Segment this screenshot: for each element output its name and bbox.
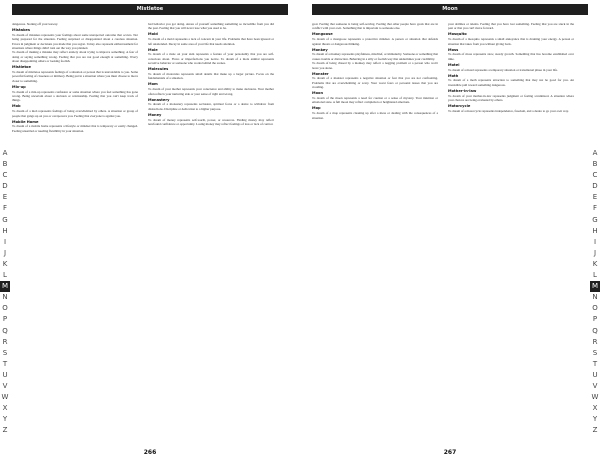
alphabet-tab-n: N bbox=[2, 293, 8, 302]
alphabet-tab-t: T bbox=[592, 359, 598, 368]
alphabet-tab-s: S bbox=[2, 348, 8, 357]
entry-heading: Molecules bbox=[148, 67, 169, 72]
body-paragraph: To dream of mistletoe represents feelings of a situation or person that is unavoidable to you. Some powerful feeling of closeness or intimacy. Being put in a situation where you must choose to move closer to something. bbox=[12, 70, 138, 83]
alphabet-tab-l: L bbox=[593, 271, 597, 280]
alphabet-tab-o: O bbox=[2, 304, 8, 313]
alphabet-tab-f: F bbox=[2, 204, 8, 213]
body-paragraph: To dream of a monkey represents playfulness, mischief, or immaturity. Someone or something that causes trouble or distraction. Behaving in a silly or foolish way that undermines your credibility. bbox=[312, 52, 438, 61]
right-column-2 bbox=[448, 22, 574, 434]
alphabet-tab-d: D bbox=[592, 182, 598, 191]
body-paragraph: To dream of a mix-up represents confusion or some situation where you feel something has gone wrong. Being uncertain about a decision or relationship. Feeling that you can't keep track of things. bbox=[12, 89, 138, 103]
page-number-left: 266 bbox=[143, 449, 157, 456]
entry-heading: Money bbox=[148, 112, 162, 117]
alphabet-tab-x: X bbox=[592, 404, 598, 413]
entry-heading: Mom bbox=[148, 82, 158, 87]
alphabet-tab-b: B bbox=[592, 160, 598, 169]
body-paragraph: To dream of molecules represents small details that make up a larger picture. Focus on the fundamentals of a situation. bbox=[148, 71, 274, 81]
alphabet-tab-z: Z bbox=[592, 426, 598, 435]
body-paragraph: To dream of your mother-in-law represents judgment or feeling scrutinized. A situation where your choices are being evaluated by others. bbox=[448, 93, 574, 102]
alphabet-tab-d: D bbox=[2, 182, 8, 191]
body-paragraph: To dream of a mobile home represents a lifestyle or mindset that is temporary or easily changed. Feeling unsettled or needing flexibility in your situation. bbox=[12, 124, 138, 133]
alphabet-tab-l: L bbox=[3, 271, 7, 280]
body-paragraph: To dream of the moon represents a need for caution or a sense of mystery. Your intuition or emotional state. A full moon may reflect completion or heightened emotions. bbox=[312, 95, 438, 105]
entry-heading: Mistletoe bbox=[12, 65, 31, 70]
alphabet-tab-h: H bbox=[2, 226, 8, 235]
body-paragraph: To dream of a mole on your skin represents a feature of your personality that you are self-conscious about. Flaws or imperfections you notice. To dream of a mole animal represents secretive behavior or someone who works behind the scenes. bbox=[148, 52, 274, 66]
alphabet-tab-h: H bbox=[592, 226, 598, 235]
alphabet-tab-e: E bbox=[592, 193, 598, 202]
body-paragraph: To dream of a mosquito represents a small annoyance that is draining your energy. A person or situation that takes from you without giving back. bbox=[448, 37, 574, 46]
alphabet-tab-t: T bbox=[2, 359, 8, 368]
alphabet-tab-s: S bbox=[592, 348, 598, 357]
left-column-2 bbox=[148, 22, 274, 434]
left-column-1 bbox=[12, 22, 138, 434]
body-paragraph: To dream of a mongoose represents a protective mindset. A person or situation that defends against threats or dangerous thinking. bbox=[312, 37, 438, 46]
entry-heading: Moth bbox=[448, 73, 459, 78]
entry-heading: Monster bbox=[312, 71, 329, 76]
body-paragraph: goal. Feeling that someone is being self-serving. Feeling that other people have goals that are in conflict with your own. Something that is important to someone else. bbox=[312, 22, 438, 31]
alphabet-tab-v: V bbox=[592, 381, 598, 390]
body-paragraph: To dream of a moth represents attraction to something that may not be good for you. An irresistible pull toward something dangerous. bbox=[448, 78, 574, 87]
entry-heading: Mongoose bbox=[312, 32, 333, 37]
entry-heading: Mop bbox=[312, 106, 321, 111]
alphabet-tab-e: E bbox=[2, 193, 8, 202]
entry-heading: Monkey bbox=[312, 47, 328, 52]
alphabet-tab-o: O bbox=[592, 304, 598, 313]
alphabet-tab-p: P bbox=[2, 315, 8, 324]
entry-heading: Motel bbox=[448, 62, 460, 67]
alphabet-tab-b: B bbox=[2, 160, 8, 169]
entry-heading: Motorcycle bbox=[448, 103, 471, 108]
body-paragraph: To dream of a mop represents cleaning up after a mess or dealing with the consequences of a situation. bbox=[312, 111, 438, 120]
body-paragraph: To dream of a motorcycle represents independence, freedom, and a desire to go your own way. bbox=[448, 108, 569, 113]
entry-heading: Moss bbox=[448, 47, 459, 52]
right-column-1 bbox=[312, 22, 438, 434]
alphabet-tab-w: W bbox=[591, 393, 599, 402]
entry-heading: Moon bbox=[312, 91, 324, 96]
alphabet-tab-m: M bbox=[0, 281, 10, 292]
alphabet-tab-u: U bbox=[592, 370, 598, 379]
alphabet-tab-g: G bbox=[2, 215, 8, 224]
alphabet-tab-a: A bbox=[592, 149, 598, 157]
alphabet-tab-c: C bbox=[592, 171, 598, 180]
entry-heading: Mold bbox=[148, 32, 158, 37]
alphabet-tab-u: U bbox=[2, 370, 8, 379]
alphabet-tab-q: Q bbox=[592, 326, 598, 335]
body-paragraph: To dream of a monster represents a negative situation or fear that you are not confronting. Problems that are overwhelming or scary. Your worst fears or personal issues that you are avoiding. bbox=[312, 76, 438, 90]
body-paragraph: To dream of mistakes represents your feelings about some unexpected outcome that occurs. Not being prepared for the situation. Feeling surprised or disappointed about a careless situation. Errors in judgment or decisions you made that you regret. It may also represent embarrassment for situations where things didn't turn out the way you planned. bbox=[12, 32, 138, 50]
alphabet-tab-r: R bbox=[592, 337, 598, 346]
alphabet-tab-y: Y bbox=[2, 415, 8, 424]
body-paragraph: To dream of a monastery represents seclusion, spiritual focus or a desire to withdraw from distractions. Discipline or dedication to a higher purpose. bbox=[148, 102, 274, 111]
alphabet-tab-g: G bbox=[592, 215, 598, 224]
alphabet-tab-i: I bbox=[593, 237, 597, 246]
alphabet-tab-z: Z bbox=[2, 426, 8, 435]
entry-heading: Mosquito bbox=[448, 32, 467, 37]
alphabet-tab-q: Q bbox=[2, 326, 8, 335]
alphabet-tab-r: R bbox=[2, 337, 8, 346]
body-paragraph: To dream of a motel represents a temporary situation or transitional phase in your life. bbox=[448, 67, 558, 72]
alphabet-index-left bbox=[0, 148, 10, 436]
body-paragraph: To dream of being chased by a monkey may reflect a nagging problem or a person who won't leave you alone. bbox=[312, 61, 438, 70]
body-paragraph: To dream of moss represents slow, steady growth. Something that has become established over time. bbox=[448, 52, 574, 61]
body-paragraph: your abilities or talents. Feeling that you have lost something. Feeling that you are stuck in the past or that you can't move forward. bbox=[448, 22, 574, 31]
body-paragraph: dangerous. Stoning off your leeway. bbox=[12, 22, 59, 26]
alphabet-tab-x: X bbox=[2, 404, 8, 413]
alphabet-tab-v: V bbox=[2, 381, 8, 390]
running-header-left: Mistletoe bbox=[12, 4, 288, 15]
alphabet-tab-m: M bbox=[590, 281, 600, 292]
alphabet-index-right bbox=[590, 148, 600, 436]
entry-heading: Mobile Home bbox=[12, 119, 39, 124]
body-paragraph: To dream of a mob represents feelings of being overwhelmed by others. A situation or group of people that gangs up on you or overpowers you. Feeling that everyone is against you. bbox=[12, 109, 138, 118]
entry-heading: Monastery bbox=[148, 97, 170, 102]
alphabet-tab-k: K bbox=[2, 259, 8, 268]
body-paragraph: To dream of money represents self-worth, power, or resources. Finding money may reflect newfound confidence or opportunity. Losing money may reflect feelings of loss or lack of control. bbox=[148, 117, 274, 126]
page-number-right: 267 bbox=[443, 449, 457, 456]
alphabet-tab-y: Y bbox=[592, 415, 598, 424]
alphabet-tab-j: J bbox=[593, 248, 597, 257]
body-paragraph: To dream of your mother represents your conscience and ability to make decisions. Your mother often reflects your nurturing side or your sense of right and wrong. bbox=[148, 87, 274, 96]
alphabet-tab-j: J bbox=[3, 248, 7, 257]
alphabet-tab-c: C bbox=[2, 171, 8, 180]
alphabet-tab-f: F bbox=[592, 204, 598, 213]
running-header-right: Moon bbox=[312, 4, 588, 15]
alphabet-tab-i: I bbox=[3, 237, 7, 246]
alphabet-tab-a: A bbox=[2, 149, 8, 157]
alphabet-tab-n: N bbox=[592, 293, 598, 302]
body-paragraph: To dream of making a mistake may reflect anxiety about trying to improve something. A fear of doing or saying something wrong. Feeling that you are not good enough at something. Worry about disappointing others or looking foolish. bbox=[12, 50, 138, 64]
alphabet-tab-w: W bbox=[1, 393, 9, 402]
entry-heading: Mole bbox=[148, 47, 158, 52]
entry-heading: Mob bbox=[12, 104, 21, 109]
body-paragraph: bad behavior you got doing. Aware of yourself something something so incredible from you did the past. Feeling that you will never lose what you used to be. bbox=[148, 22, 274, 31]
body-paragraph: To dream of a mold represents a lack of concern in your life. Problems that have been ignored or left unattended. Decay in some area of your life that needs attention. bbox=[148, 37, 274, 46]
entry-heading: Mistakes bbox=[12, 28, 30, 32]
entry-heading: Mix-up bbox=[12, 84, 26, 89]
right-page bbox=[300, 0, 600, 466]
alphabet-tab-k: K bbox=[592, 259, 598, 268]
entry-heading: Mother-in-law bbox=[448, 88, 477, 93]
alphabet-tab-p: P bbox=[592, 315, 598, 324]
